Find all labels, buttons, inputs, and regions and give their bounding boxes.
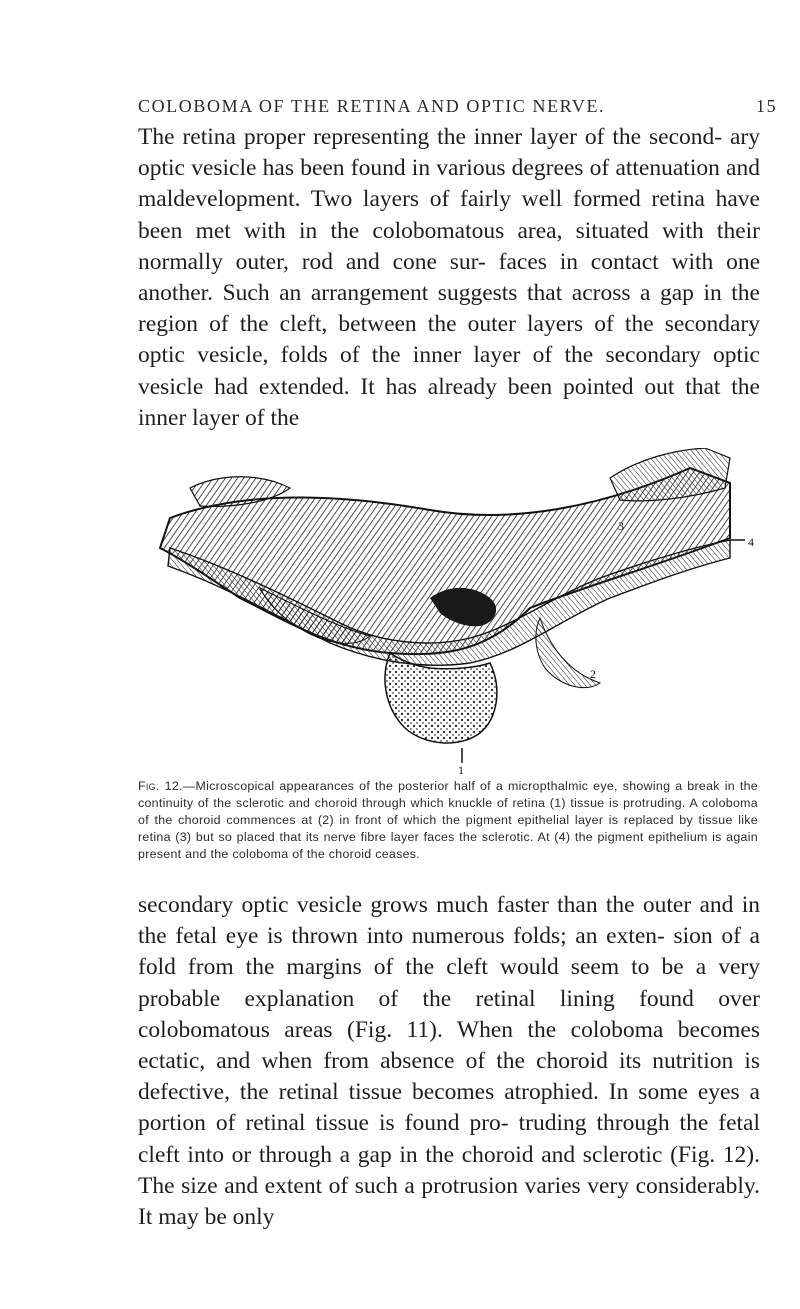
caption-label: Fig. 12.	[138, 779, 183, 793]
marker-4: 4	[748, 535, 754, 549]
marker-3: 3	[618, 519, 624, 533]
retina-knuckle	[385, 653, 497, 743]
running-head-title: COLOBOMA OF THE RETINA AND OPTIC NERVE.	[138, 96, 606, 116]
marker-2: 2	[590, 667, 596, 681]
marker-1: 1	[458, 763, 464, 777]
page-number: 15	[756, 96, 778, 116]
caption-text: —Microscopical appearances of the posterior half of a micropthalmic eye, showing a break in the continuity of the sclerotic and choroid through which knuckle of retina (1) tissue is protruding. A coloboma of the choroid commences at (2) in front of which the pigment epithelial layer is replaced by tissue like retina (3) but so placed that its nerve fibre layer faces the sclerotic. At (4) the pigment epithelium is again present and the coloboma of the choroid ceases.	[138, 779, 758, 861]
figure-caption	[138, 778, 758, 863]
paragraph-1: The retina proper representing the inner layer of the second- ary optic vesicle has been found in various degrees of attenuation and maldevelopment. Two layers of fairly well formed retina have been met with in the colobomatous area, situated with their normally outer, rod and cone sur- faces in contact with one another. Such an arrangement suggests that across a gap in the region of the cleft, between the outer layers of the secondary optic vesicle, folds of the inner layer of the secondary optic vesicle had extended. It has already been pointed out that the inner layer of the	[138, 124, 760, 431]
eye-section-drawing	[130, 448, 770, 778]
figure-12-illustration	[130, 448, 770, 778]
paragraph-2: secondary optic vesicle grows much faster than the outer and in the fetal eye is thrown into numerous folds; an exten- sion of a fold from the margins of the cleft would seem to be a very probable explanation of the retinal lining found over colobomatous areas (Fig. 11). When the coloboma becomes ectatic, and when from absence of the choroid its nutrition is defective, the retinal tissue becomes atrophied. In some eyes a portion of retinal tissue is found pro- truding through the fetal cleft into or through a gap in the choroid and sclerotic (Fig. 12). The size and extent of such a protrusion varies very considerably. It may be only	[138, 892, 760, 1231]
